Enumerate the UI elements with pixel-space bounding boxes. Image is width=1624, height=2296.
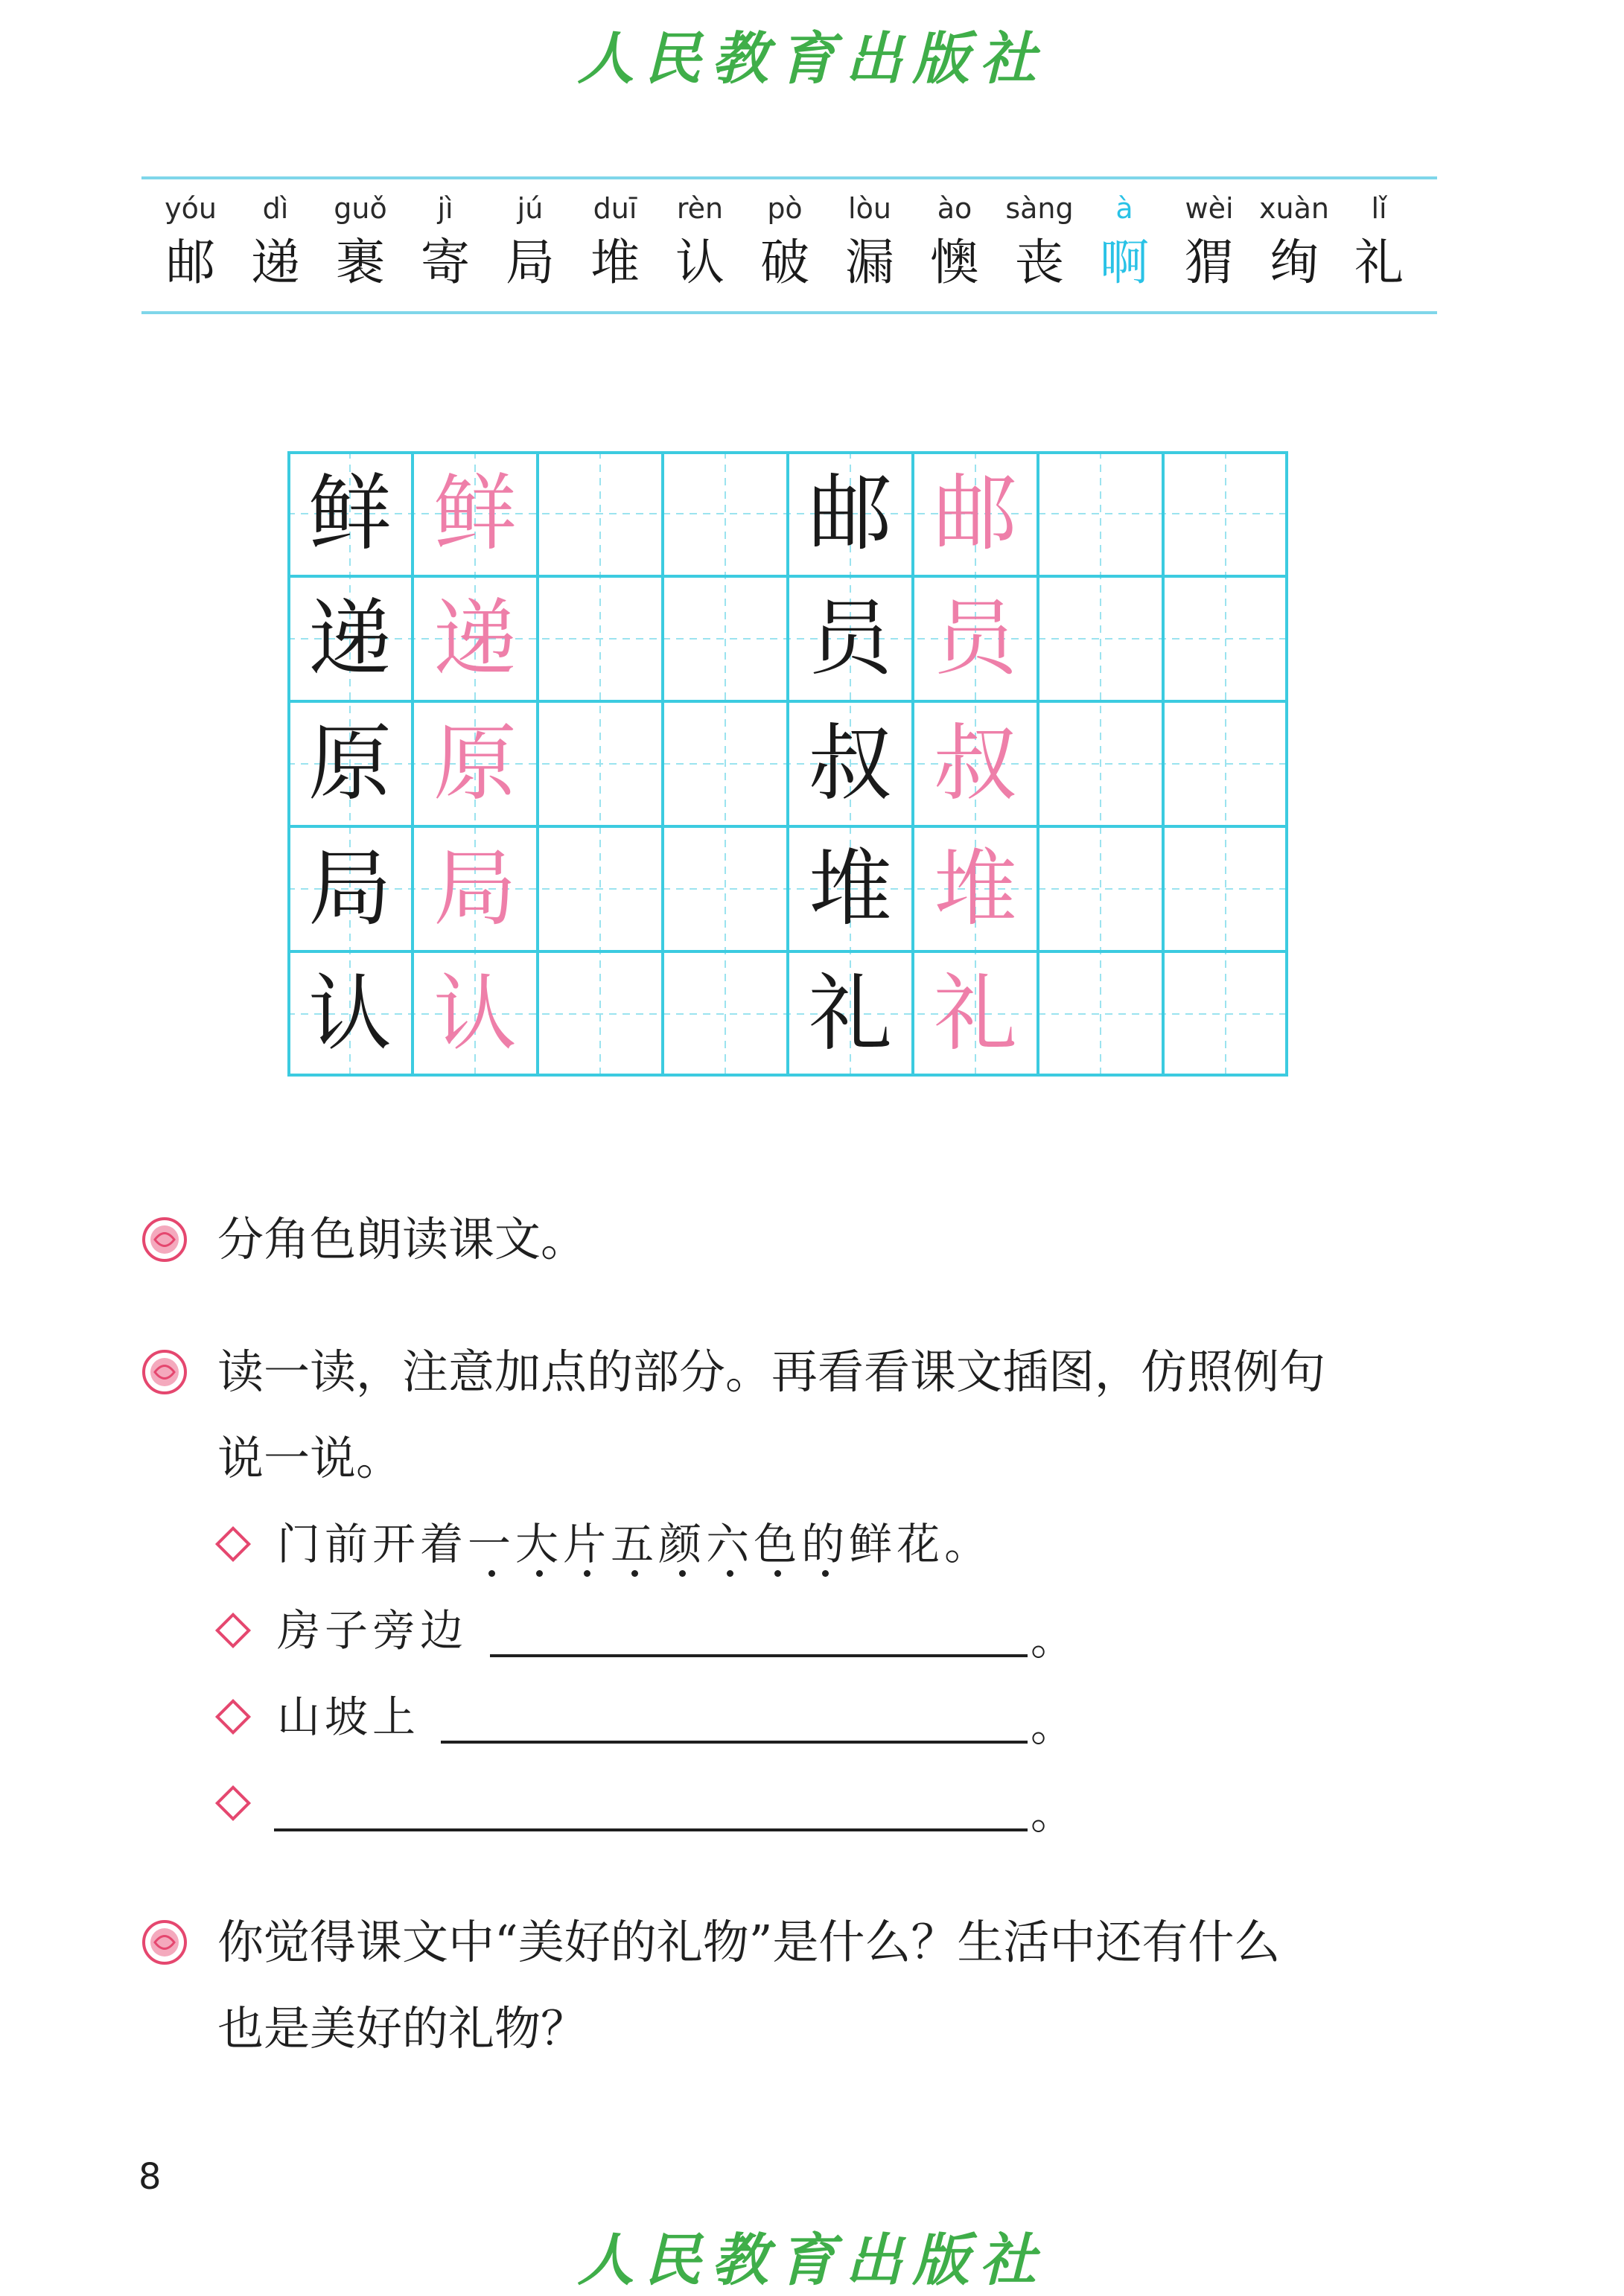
exercise-1-text: 分角色朗读课文。	[217, 1212, 587, 1266]
flower-bullet-icon	[141, 1919, 188, 1965]
grid-trace-char: 邮	[934, 465, 1017, 562]
item-house-prefix: 房子旁边	[277, 1605, 468, 1656]
vocab-pinyin: pò	[767, 192, 803, 225]
vocab-char: 认	[675, 234, 725, 291]
emphasis-char: 色	[754, 1519, 802, 1569]
grid-trace-char: 叔	[934, 715, 1017, 812]
emphasis-char: 一	[468, 1519, 516, 1569]
vocab-item	[1167, 188, 1252, 296]
example-after: 鲜花。	[849, 1519, 993, 1569]
emphasis-char: 片	[563, 1519, 611, 1569]
grid-trace-char: 递	[433, 590, 517, 687]
vocab-item	[657, 188, 742, 296]
vocab-pinyin: duī	[593, 192, 637, 225]
vocab-char: 递	[251, 234, 300, 291]
vocab-top-rule	[141, 176, 1437, 179]
grid-trace-char: 原	[433, 715, 517, 812]
vocab-item	[827, 188, 912, 296]
grid-model-char: 邮	[809, 465, 892, 562]
grid-model-char: 认	[308, 966, 392, 1062]
exercise-2-text-line2: 说一说。	[217, 1431, 403, 1485]
emphasis-char: 五	[611, 1519, 659, 1569]
emphasis-char: 颜	[658, 1519, 707, 1569]
grid-trace-char: 认	[433, 966, 517, 1062]
grid-model-char: 递	[308, 590, 392, 687]
vocab-pinyin: sàng	[1005, 192, 1074, 225]
grid-trace-char: 鲜	[433, 465, 517, 562]
vocab-item	[403, 188, 488, 296]
vocab-char: 局	[506, 234, 555, 291]
vocab-item	[233, 188, 318, 296]
vocab-char: 破	[760, 234, 809, 291]
vocab-item	[148, 188, 233, 296]
vocab-pinyin: guǒ	[334, 192, 387, 225]
vocab-item-highlighted	[1082, 188, 1167, 296]
vocab-char: 猬	[1185, 234, 1234, 291]
vocab-char: 丧	[1015, 234, 1064, 291]
fill-blank-free[interactable]	[274, 1828, 1028, 1831]
vocab-item	[912, 188, 997, 296]
emphasis-char: 六	[706, 1519, 754, 1569]
vocab-pinyin: wèi	[1185, 192, 1234, 225]
exercise-3-text-line1: 你觉得课文中“美好的礼物”是什么？生活中还有什么	[217, 1915, 1281, 1969]
vocab-item	[1337, 188, 1421, 296]
vocab-item	[318, 188, 403, 296]
vocab-pinyin: jú	[517, 192, 544, 225]
fill-blank-hillside[interactable]	[441, 1741, 1028, 1744]
vocab-char: 漏	[845, 234, 894, 291]
grid-model-char: 礼	[809, 966, 892, 1062]
diamond-bullet-icon	[215, 1526, 251, 1562]
flower-bullet-icon	[141, 1216, 188, 1263]
grid-model-char: 局	[308, 841, 392, 937]
vocab-char: 绚	[1270, 234, 1319, 291]
grid-model-char: 堆	[809, 841, 892, 937]
vocab-pinyin: ào	[937, 192, 972, 225]
vocab-pinyin: yóu	[165, 192, 217, 225]
period-mark: 。	[1031, 1700, 1074, 1751]
period-mark: 。	[1031, 1788, 1074, 1839]
grid-model-char: 叔	[809, 715, 892, 812]
vocab-char: 懊	[930, 234, 979, 291]
grid-trace-char: 局	[433, 841, 517, 937]
publisher-logo-top: 人民教育出版社	[577, 25, 1047, 92]
vocab-char: 邮	[166, 234, 215, 291]
emphasis-char: 大	[515, 1519, 564, 1569]
exercise-3-text-line2: 也是美好的礼物？	[217, 2001, 587, 2056]
item-hillside-prefix: 山坡上	[277, 1691, 421, 1742]
emphasis-char: 的	[801, 1519, 850, 1569]
character-writing-grid	[287, 451, 1288, 1077]
diamond-bullet-icon	[215, 1785, 251, 1821]
diamond-bullet-icon	[215, 1699, 251, 1735]
grid-trace-char: 礼	[934, 966, 1017, 1062]
diamond-bullet-icon	[215, 1613, 251, 1648]
period-mark: 。	[1031, 1614, 1074, 1665]
vocab-pinyin: lòu	[848, 192, 891, 225]
example-sentence	[277, 1519, 993, 1569]
vocab-item	[742, 188, 827, 296]
exercise-2-text-line1: 读一读，注意加点的部分。再看看课文插图，仿照例句	[217, 1345, 1326, 1399]
grid-model-char: 员	[809, 590, 892, 687]
fill-blank-house[interactable]	[490, 1654, 1028, 1657]
vocab-bottom-rule	[141, 311, 1437, 314]
grid-trace-char: 堆	[934, 841, 1017, 937]
vocab-char: 寄	[421, 234, 470, 291]
grid-model-char: 原	[308, 715, 392, 812]
grid-model-char: 鲜	[308, 465, 392, 562]
page-number: 8	[138, 2156, 162, 2198]
vocab-pinyin: dì	[262, 192, 289, 225]
vocab-item	[488, 188, 573, 296]
vocab-char: 啊	[1100, 234, 1149, 291]
flower-bullet-icon	[141, 1349, 188, 1395]
vocab-item	[997, 188, 1082, 296]
vocab-pinyin: jì	[437, 192, 453, 225]
vocab-char: 堆	[590, 234, 640, 291]
vocab-char: 裹	[336, 234, 385, 291]
publisher-logo-bottom: 人民教育出版社	[577, 2227, 1047, 2293]
vocab-item	[1252, 188, 1337, 296]
vocab-pinyin: rèn	[676, 192, 724, 225]
vocab-pinyin: xuàn	[1259, 192, 1329, 225]
example-before: 门前开着	[277, 1519, 468, 1569]
grid-trace-char: 员	[934, 590, 1017, 687]
vocab-item	[573, 188, 657, 296]
vocab-pinyin: à	[1115, 192, 1133, 225]
vocab-char: 礼	[1354, 234, 1404, 291]
vocab-pinyin: lǐ	[1371, 192, 1387, 225]
